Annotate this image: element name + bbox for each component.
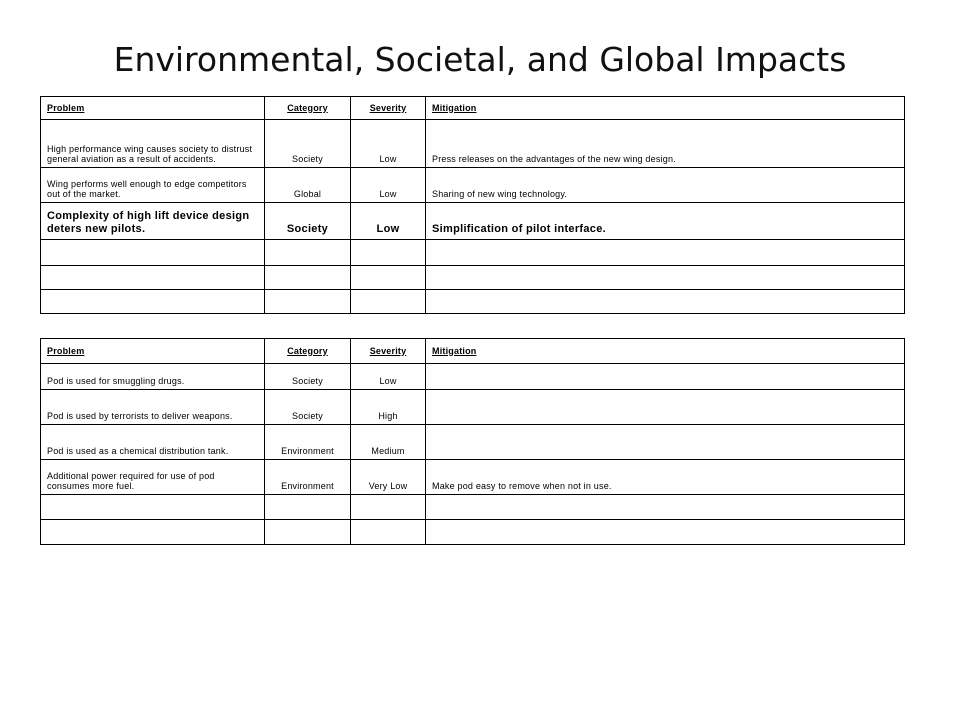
category-cell: Environment [265,425,351,460]
problem-cell: Pod is used for smuggling drugs. [41,364,265,390]
impacts-table-pod [40,338,905,545]
category-cell [265,240,351,266]
header-mitigation: Mitigation [426,97,905,120]
impacts-table-wing [40,96,905,314]
mitigation-cell [426,520,905,545]
mitigation-cell [426,495,905,520]
category-cell: Society [265,203,351,240]
severity-cell: Low [351,168,426,203]
table-header-row [41,97,905,120]
category-cell: Global [265,168,351,203]
table-row [41,364,905,390]
table-row [41,240,905,266]
header-category: Category [265,97,351,120]
problem-cell [41,266,265,290]
mitigation-cell [426,364,905,390]
mitigation-cell [426,390,905,425]
category-cell [265,520,351,545]
problem-cell: Complexity of high lift device design deters new pilots. [41,203,265,240]
severity-cell: Very Low [351,460,426,495]
problem-cell: Wing performs well enough to edge competitors out of the market. [41,168,265,203]
category-cell [265,266,351,290]
table-header-row [41,339,905,364]
problem-cell [41,495,265,520]
severity-cell [351,266,426,290]
header-problem: Problem [41,97,265,120]
category-cell: Environment [265,460,351,495]
table-row [41,520,905,545]
table-row [41,203,905,240]
header-severity: Severity [351,339,426,364]
header-problem: Problem [41,339,265,364]
severity-cell: Low [351,120,426,168]
mitigation-cell: Simplification of pilot interface. [426,203,905,240]
mitigation-cell: Press releases on the advantages of the new wing design. [426,120,905,168]
severity-cell: Medium [351,425,426,460]
slide-title: Environmental, Societal, and Global Impacts [113,40,847,79]
header-category: Category [265,339,351,364]
severity-cell: Low [351,203,426,240]
severity-cell: Low [351,364,426,390]
mitigation-cell [426,240,905,266]
problem-cell [41,240,265,266]
table-row [41,495,905,520]
problem-cell [41,520,265,545]
mitigation-cell [426,290,905,314]
severity-cell [351,495,426,520]
header-mitigation: Mitigation [426,339,905,364]
table-row [41,290,905,314]
problem-cell [41,290,265,314]
header-severity: Severity [351,97,426,120]
severity-cell: High [351,390,426,425]
severity-cell [351,290,426,314]
mitigation-cell [426,425,905,460]
table-row [41,168,905,203]
mitigation-cell [426,266,905,290]
severity-cell [351,240,426,266]
problem-cell: Pod is used by terrorists to deliver weapons. [41,390,265,425]
category-cell [265,290,351,314]
severity-cell [351,520,426,545]
problem-cell: Additional power required for use of pod consumes more fuel. [41,460,265,495]
category-cell: Society [265,390,351,425]
category-cell: Society [265,120,351,168]
category-cell [265,495,351,520]
table-row [41,120,905,168]
table-row [41,460,905,495]
problem-cell: High performance wing causes society to distrust general aviation as a result of accidents. [41,120,265,168]
mitigation-cell: Make pod easy to remove when not in use. [426,460,905,495]
category-cell: Society [265,364,351,390]
table-row [41,425,905,460]
problem-cell: Pod is used as a chemical distribution tank. [41,425,265,460]
table-row [41,390,905,425]
mitigation-cell: Sharing of new wing technology. [426,168,905,203]
table-row [41,266,905,290]
